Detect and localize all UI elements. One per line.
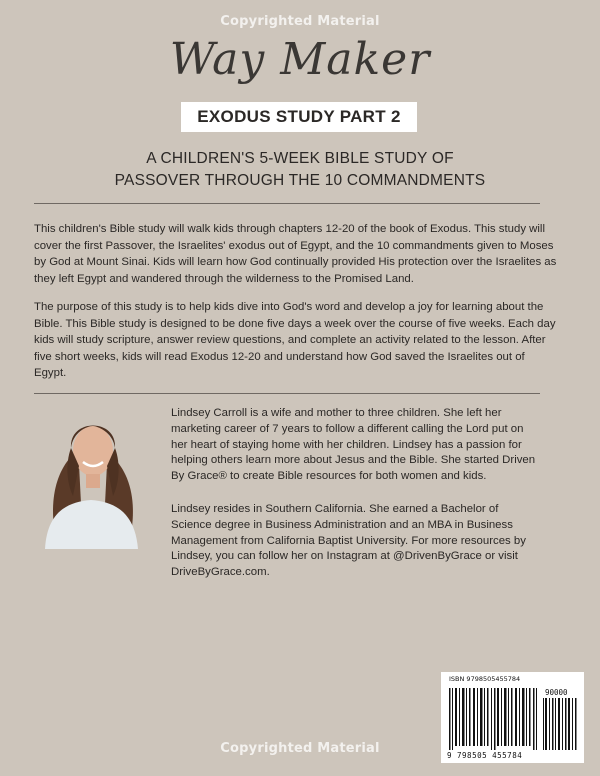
study-heading xyxy=(0,148,600,192)
divider-top xyxy=(34,203,540,204)
divider-bottom xyxy=(34,393,540,394)
subtitle: EXODUS STUDY PART 2 xyxy=(197,107,401,126)
book-title: Way Maker xyxy=(169,34,431,85)
price-code: 90000 xyxy=(545,688,568,697)
author-bio-paragraph-1: Lindsey Carroll is a wife and mother to three children. She left her marketing career of 7 years to follow a different calling the Lord put on her heart of staying home with her children. Lindsey has a passion for helping others learn more about Jesus and the Bible. She started Driven By Grace® to create Bible resources for both women and kids. xyxy=(171,407,536,483)
heading-line-2: PASSOVER THROUGH THE 10 COMMANDMENTS xyxy=(114,172,486,189)
heading-line-1: A CHILDREN'S 5-WEEK BIBLE STUDY OF xyxy=(146,150,454,167)
barcode-number: 9 798505 455784 xyxy=(447,751,523,760)
description-paragraph-1: This children's Bible study will walk kids through chapters 12-20 of the book of Exodus. This study will cover the first Passover, the Israelites' exodus out of Egypt, and the 10 commandments given to Moses by God at Mount Sinai. Kids will learn how God continually provided His protection over the Israelites as they left Egypt and wandered through the wilderness to the Promised Land. xyxy=(34,223,557,285)
description-paragraph-2: The purpose of this study is to help kids dive into God's word and develop a joy for learning about the Bible. This Bible study is designed to be done five days a week over the course of five weeks. Each day kids will study scripture, answer review questions, and complete an activity related to the lesson. After five short weeks, kids will read Exodus 12-20 and understand how God saved the Israelites out of Egypt. xyxy=(34,301,556,379)
isbn-label: ISBN 9798505455784 xyxy=(449,675,521,683)
author-bio-paragraph-2: Lindsey resides in Southern California. She earned a Bachelor of Science degree in Business Administration and an MBA in Business Management from California Baptist University. For more resources by Lindsey, you can follow her on Instagram at @DrivenByGrace or visit DriveByGrace.com. xyxy=(171,503,526,579)
subtitle-box xyxy=(181,102,417,132)
author-photo xyxy=(35,404,148,549)
watermark-top: Copyrighted Material xyxy=(220,14,380,29)
watermark-bottom: Copyrighted Material xyxy=(220,741,380,756)
